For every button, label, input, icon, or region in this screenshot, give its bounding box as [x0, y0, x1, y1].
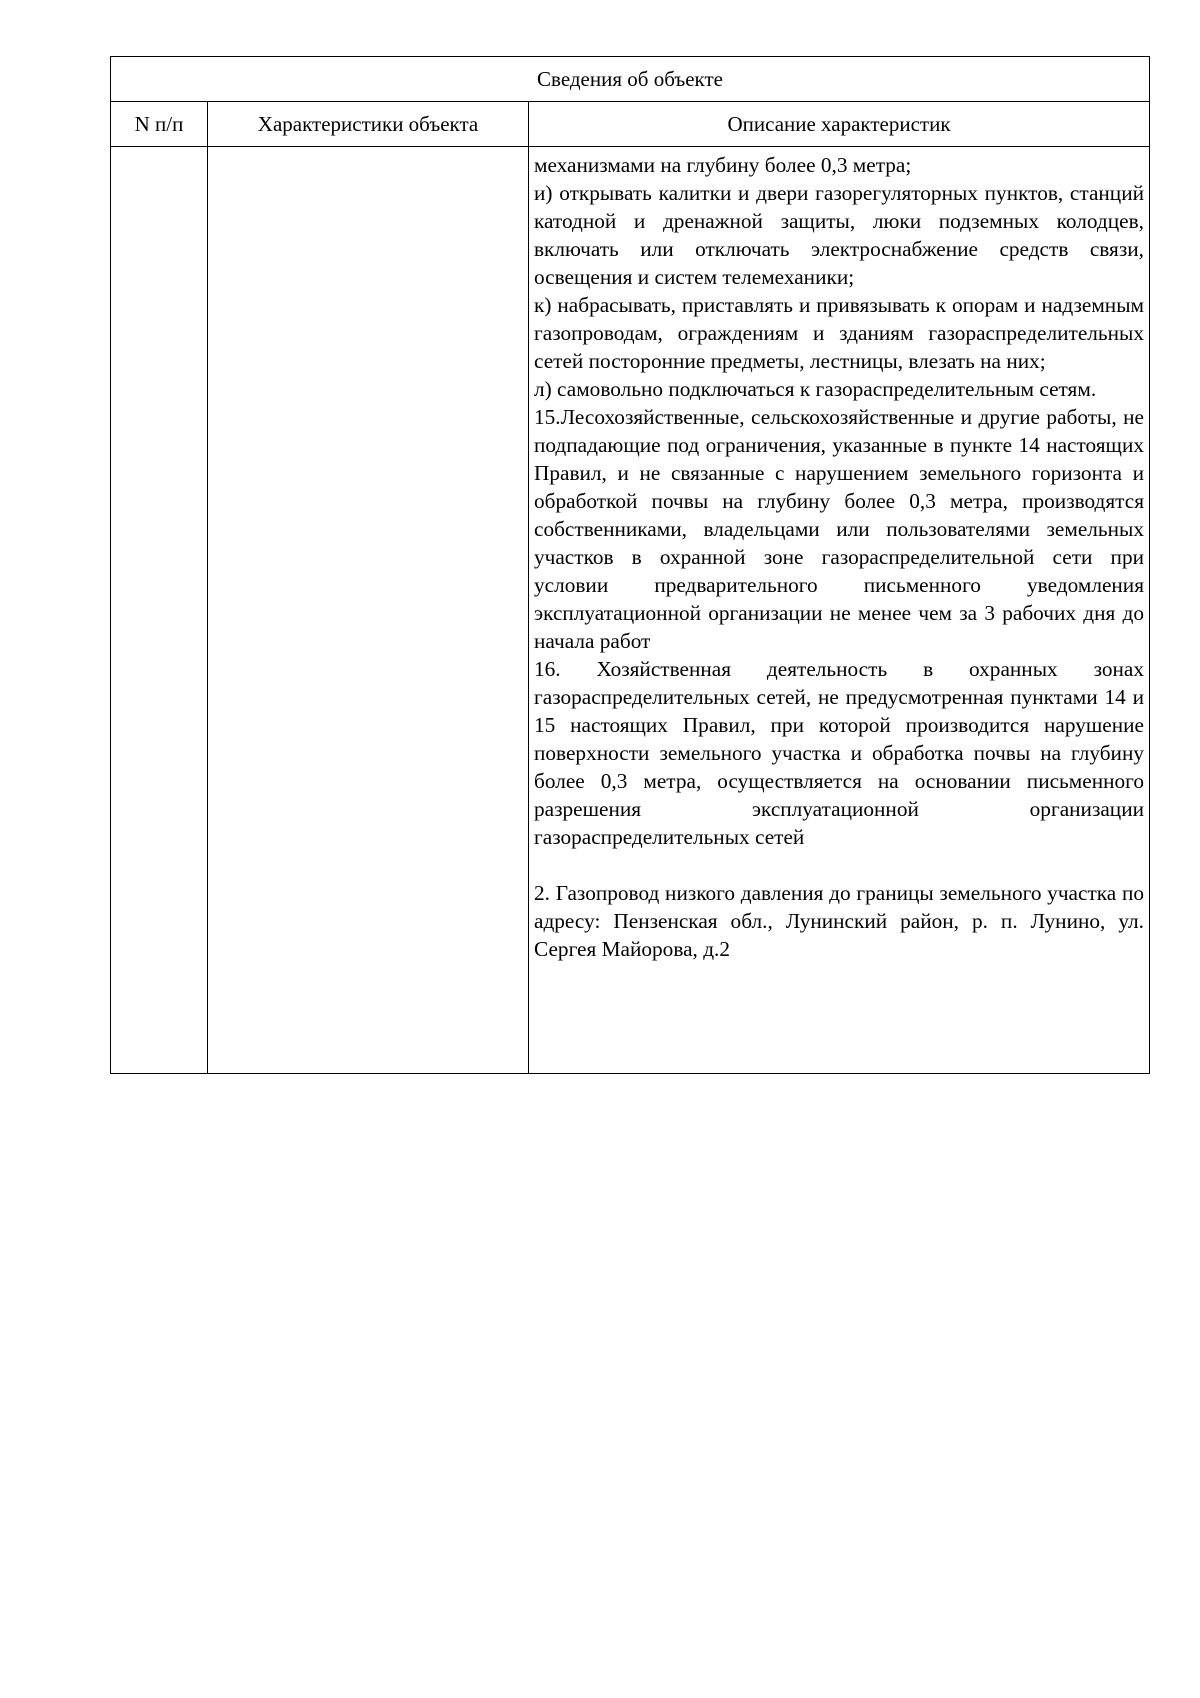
cell-description — [529, 147, 1150, 1074]
paragraph-spacer — [534, 851, 1144, 879]
description-paragraph: 16. Хозяйственная деятельность в охранных зонах газораспределительных сетей, не предусмотренная пунктами 14 и 15 настоящих Правил, при которой производится нарушение поверхности земельного участка и обработка почвы на глубину более 0,3 метра, осуществляется на основании письменного разрешения эксплуатационной организации газораспределительных сетей — [534, 657, 1144, 849]
table-title: Сведения об объекте — [111, 57, 1150, 102]
header-number: N п/п — [111, 102, 208, 147]
table-title-row — [111, 57, 1150, 102]
table-header-row — [111, 102, 1150, 147]
description-paragraph: механизмами на глубину более 0,3 метра; — [534, 153, 912, 177]
cell-characteristics — [208, 147, 529, 1074]
header-characteristics: Характеристики объекта — [208, 102, 529, 147]
description-paragraph: 15.Лесохозяйственные, сельскохозяйственные и другие работы, не подпадающие под ограничения, указанные в пункте 14 настоящих Правил, и не связанные с нарушением земельного горизонта и обработкой почвы на глубину более 0,3 метра, производятся собственниками, владельцами или пользователями земельных участков в охранной зоне газораспределительной сети при условии предварительного письменного уведомления эксплуатационной организации не менее чем за 3 рабочих дня до начала работ — [534, 405, 1144, 653]
description-paragraph: и) открывать калитки и двери газорегуляторных пунктов, станций катодной и дренажной защиты, люки подземных колодцев, включать или отключать электроснабжение средств связи, освещения и систем телемеханики; — [534, 181, 1144, 289]
header-description: Описание характеристик — [529, 102, 1150, 147]
description-paragraph: к) набрасывать, приставлять и привязывать к опорам и надземным газопроводам, ограждениям и зданиям газораспределительных сетей посторонние предметы, лестницы, влезать на них; — [534, 293, 1144, 373]
object-info-table — [110, 56, 1150, 1074]
description-paragraph: 2. Газопровод низкого давления до границы земельного участка по адресу: Пензенская обл., Лунинский район, р. п. Лунино, ул. Сергея Майорова, д.2 — [534, 881, 1144, 961]
cell-number — [111, 147, 208, 1074]
table-row — [111, 147, 1150, 1074]
description-paragraph: л) самовольно подключаться к газораспределительным сетям. — [534, 377, 1097, 401]
